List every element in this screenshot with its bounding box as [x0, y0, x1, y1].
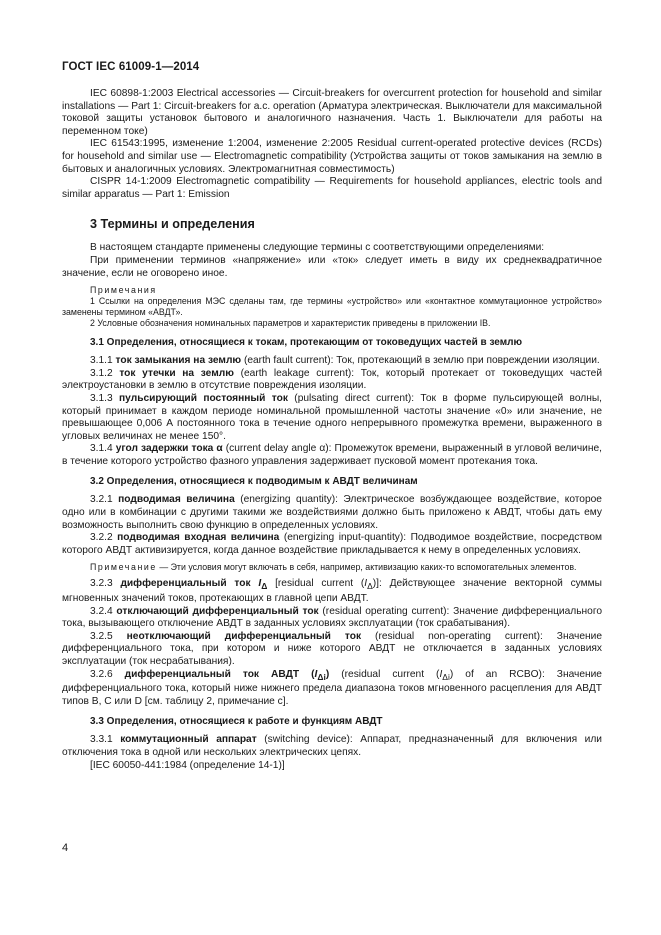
- doc-header: ГОСТ IEC 61009-1—2014: [62, 61, 200, 73]
- term-3-3-1-reference: [IEC 60050-441:1984 (определение 14-1)]: [90, 759, 285, 771]
- ref-cispr-14: CISPR 14-1:2009 Electromagnetic compatibility — Requirements for household appliances, electric tools and similar apparatus — Part 1: Emission: [62, 176, 602, 200]
- note-2: 2 Условные обозначения номинальных параметров и характеристик приведены в приложении IB.: [90, 318, 491, 329]
- section-3-intro-rms: При применении терминов «напряжение» или «ток» следует иметь в виду их среднеквадратичное значение, если не оговорено иное.: [62, 254, 602, 279]
- ref-iec-61543: IEC 61543:1995, изменение 1:2004, изменение 2:2005 Residual current-operated protective devices (RCDs) for household and similar use — Electromagnetic compatibility (Устройства защиты от токов замыкания на землю в бытовых и аналогичных условиях. Электромагнитная совместимость): [62, 138, 602, 175]
- subsection-3-2-heading: 3.2 Определения, относящиеся к подводимым к АВДТ величинам: [90, 476, 418, 488]
- term-3-2-4: 3.2.4 отключающий дифференциальный ток (residual operating current): Значение дифференциального тока, вызывающего отключение АВДТ в заданных условиях эксплуатации (ток срабатывания).: [62, 605, 602, 630]
- section-3-intro: В настоящем стандарте применены следующие термины с соответствующими определениями:: [90, 242, 545, 254]
- page-body: [62, 88, 602, 772]
- note-3-2-2: [62, 562, 602, 573]
- term-3-1-2: 3.1.2 ток утечки на землю (earth leakage current): Ток, который протекает от токоведущих частей электроустановки в землю в отсутствие повреждения изоляции.: [62, 367, 603, 392]
- subsection-3-3-heading: 3.3 Определения, относящиеся к работе и функциям АВДТ: [90, 716, 383, 728]
- note-1: 1 Ссылки на определения МЭС сделаны там, где термины «устройство» или «контактное коммутационное устройство» заменены термином «АВДТ».: [62, 296, 602, 318]
- term-3-2-5: 3.2.5 неотключающий дифференциальный ток (residual non-operating current): Значение дифференциального тока, при котором и ниже которого АВДТ не отключается в заданных условиях эксплуатации (ток несрабатывания).: [62, 630, 602, 668]
- term-3-3-1: 3.3.1 коммутационный аппарат (switching device): Аппарат, предназначенный для включения или отключения тока в одной или нескольких электрических цепях.: [62, 734, 602, 759]
- term-3-2-3: 3.2.3 дифференциальный ток $I_\Delta$ [residual current $(I_\Delta)$]: Действующее значение векторной суммы мгновенных значений токов, протекающих в главной цепи АВДТ.: [62, 578, 602, 605]
- term-3-1-1: 3.1.1 ток замыкания на землю (earth fault current): Ток, протекающий в землю при повреждении изоляции.: [90, 355, 600, 367]
- note-title: Примечание: [90, 562, 157, 573]
- term-3-2-2: 3.2.2 подводимая входная величина (energizing input-quantity): Подводимое воздействие, посредством которого АВДТ активизируется, когда данное воздействие прикладывается к нему в определенных условиях.: [62, 532, 602, 556]
- subsection-3-1-heading: 3.1 Определения, относящиеся к токам, протекающим от токоведущих частей в землю: [90, 337, 523, 349]
- term-3-1-3: 3.1.3 пульсирующий постоянный ток (pulsating direct current): Ток в форме пульсирующей волны, который принимает в каждом периоде номинальной промышленной частоты значение «0» или значение, не превышающее 0,006 А постоянного тока в течение одного непрерывного промежутка времени, выраженного в угловых величинах не менее 150°.: [62, 392, 603, 442]
- notes-title: Примечания: [90, 285, 157, 296]
- term-3-2-6: 3.2.6 дифференциальный ток АВДТ $(I_{\Delta i})$ (residual current $(I_{\Delta i})$ of an RCBO): Значение дифференциального тока, который ниже нижнего предела диапазона токов мгновенного расцепления для АВДТ типов В, С или D [см. таблицу 2, примечание с].: [62, 668, 602, 707]
- section-3-heading: 3 Термины и определения: [90, 217, 255, 232]
- ref-iec-60898: IEC 60898-1:2003 Electrical accessories — Circuit-breakers for overcurrent protection for household and similar installations — Part 1: Circuit-breakers for a.c. operation (Арматура электрическая. Выключатели для максимальной токовой защиты установок бытового и аналогичного назначения. Часть 1. Выключатели для работы на переменном токе): [62, 88, 602, 137]
- term-3-1-4: 3.1.4 угол задержки тока α (current delay angle α): Промежуток времени, выраженный в угловой величине, в течение которого устройство фазного управления задерживает пусковой момент протекания тока.: [62, 443, 602, 467]
- term-3-2-1: 3.2.1 подводимая величина (energizing quantity): Электрическое возбуждающее воздействие, которое одно или в комбинации с другими такими же воздействиями должно быть приложено к АВДТ, чтобы дать ему возможность выполнить свою функцию в определенных условиях.: [62, 494, 602, 531]
- notes-block: [62, 285, 602, 329]
- page-number: 4: [62, 842, 69, 854]
- note-text: — Эти условия могут включать в себя, например, активизацию каких-то вспомогательных элементов.: [156, 562, 577, 573]
